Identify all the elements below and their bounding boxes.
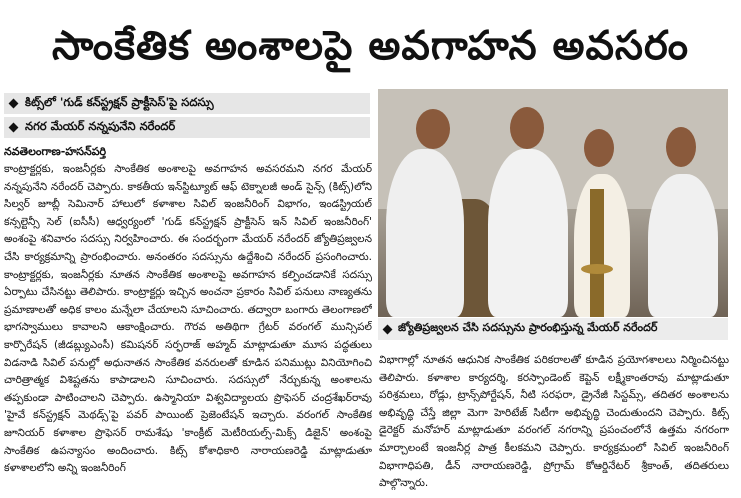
dateline: నవతెలంగాణ-హసన్‌పర్తి	[4, 145, 107, 158]
subheadline-text: కిట్స్‌లో 'గుడ్ కన్‌స్ట్రక్షన్ ప్రాక్టీసెస్'పై సదస్సు	[25, 95, 214, 109]
news-photo	[378, 89, 728, 317]
photo-person	[488, 149, 568, 317]
photo-person-head	[510, 107, 544, 149]
photo-person-head	[416, 109, 450, 149]
article-body-right: విభాగాల్లో నూతన ఆధునిక సాంకేతిక పరికరాలతో కూడిన ప్రయోగశాలలు నిర్మించినట్టు తెలిపారు. కళాశాల కార్యదర్శి, కరస్పాండెంట్ కెప్టెన్ లక్ష్మీకాంతరావు మాట్లాడుతూ పరిశ్రమలు, రోడ్లు, ట్రాన్స్‌పోర్టేషన్, నీటి సరఫరా, డ్రైనేజీ సిస్టమ్స్, తదితర అంశాలను అభివృద్ధి చేస్తే జిల్లా మెగా హెరిటేజ్ సిటీగా అభివృద్ధి చెందుతుందని చెప్పారు. కిట్స్ డైరెక్టర్ మనోహర్ మాట్లాడుతూ వరంగల్ నగరాన్ని ప్రపంచంలోనే ఉత్తమ నగరంగా మార్చాలంటే ఇంజనీర్ల పాత్ర కీలకమని చెప్పారు. కార్యక్రమంలో సివిల్ ఇంజనీరింగ్ విభాగాధిపతి, డీన్ నారాయణరెడ్డి, ప్రోగ్రామ్ కోఆర్డినేటర్ శ్రీకాంత్, తదితరులు పాల్గొన్నారు.	[379, 354, 729, 490]
photo-lamp-tier	[581, 264, 613, 274]
article-column-left	[4, 161, 372, 495]
article-column-right	[379, 352, 729, 494]
photo-person	[648, 174, 718, 317]
headline: సాంకేతిక అంశాలపై అవగాహన అవసరం	[52, 23, 689, 69]
diamond-bullet-icon	[383, 324, 393, 334]
diamond-bullet-icon	[9, 99, 19, 109]
photo-caption-text: జ్యోతిప్రజ్వలన చేసి సదస్సును ప్రారంభిస్తున్న మేయర్ నరేందర్	[398, 321, 658, 334]
article-body-left: కాంట్రాక్టర్లకు, ఇంజనీర్లకు సాంకేతిక అంశాలపై అవగాహన అవసరమని నగర మేయర్ నన్నపునేని నరేందర్ చెప్పారు. కాకతీయ ఇన్‌స్టిట్యూట్ ఆఫ్ టెక్నాలజీ అండ్ సైన్స్ (కిట్స్)లోని సిల్వర్ జూబ్లీ సెమినార్ హాలులో కళాశాల సివిల్ ఇంజనీరింగ్ విభాగం, ఇండస్ట్రియల్ కన్సల్టెన్సీ సెల్ (ఐసీసీ) ఆధ్వర్యంలో 'గుడ్ కన్‌స్ట్రక్షన్ ప్రాక్టీసెస్ ఇన్ సివిల్ ఇంజనీరింగ్' అంశంపై శనివారం సదస్సు నిర్వహించారు. ఈ సందర్భంగా మేయర్ నరేందర్ జ్యోతిప్రజ్వలన చేసి కార్యక్రమాన్ని ప్రారంభించారు. అనంతరం సదస్సును ఉద్దేశించి నరేందర్ ప్రసంగించారు. కాంట్రాక్టర్లకు, ఇంజనీర్లకు నూతన సాంకేతిక అంశాలపై అవగాహన కల్పించడానికే సదస్సు ఏర్పాటు చేసినట్టు తెలిపారు. కాంట్రాక్టర్లు ఇచ్చిన అంచనా ప్రకారం సివిల్ పనులు నాణ్యతను ప్రమాణాలతో అధిక కాలం మన్నేలా చేయాలని సూచించారు. తద్వారా బంగారు తెలంగాణలో భాగస్వాములు కావాలని ఆకాంక్షించారు. గౌరవ అతిథిగా గ్రేటర్ వరంగల్ మున్సిపల్ కార్పొరేషన్ (జీడబ్ల్యుఎంసీ) కమిషనర్ సర్ఫరాజ్ అహ్మద్ మాట్లాడుతూ మూస పద్ధతులు విడనాడి సివిల్ పనుల్లో అధునాతన సాంకేతిక వనరులతో కూడిన పనిముట్లు వినియోగించి చారిత్రాత్మక విశిష్టతను కాపాడాలని సూచించారు. సదస్సులో నేర్చుకున్న అంశాలను తప్పకుండా పాటించాలని చెప్పారు. ఉస్మానియా విశ్వవిద్యాలయ ప్రొఫెసర్ చంద్రశేఖర్‌రావు 'హైవే కన్‌స్ట్రక్షన్ మెథడ్స్'పై పవర్ పాయింట్ ప్రెజెంటేషన్ ఇచ్చారు. వరంగల్ సాంకేతిక జూనియర్ కళాశాల ప్రొఫెసర్ రామశేషు 'కాంక్రీట్ మెటీరియల్స్-మిక్స్ డిజైన్' అంశంపై సాంకేతిక ఉపన్యాసం అందించారు. కిట్స్ కోశాధికారి నారాయణరెడ్డి మాట్లాడుతూ కళాశాలలోని అన్ని ఇంజనీరింగ్	[4, 163, 372, 475]
subheadline-1	[4, 93, 370, 114]
photo-caption	[378, 318, 728, 340]
photo-person-head	[666, 127, 696, 167]
photo-person-head	[584, 129, 614, 167]
subheadline-text: నగర మేయర్ నన్నపునేని నరేందర్	[25, 119, 176, 133]
subheadline-list	[4, 93, 370, 141]
photo-person	[386, 149, 464, 317]
subheadline-2	[4, 117, 370, 138]
diamond-bullet-icon	[9, 123, 19, 133]
photo-lamp	[590, 189, 604, 317]
